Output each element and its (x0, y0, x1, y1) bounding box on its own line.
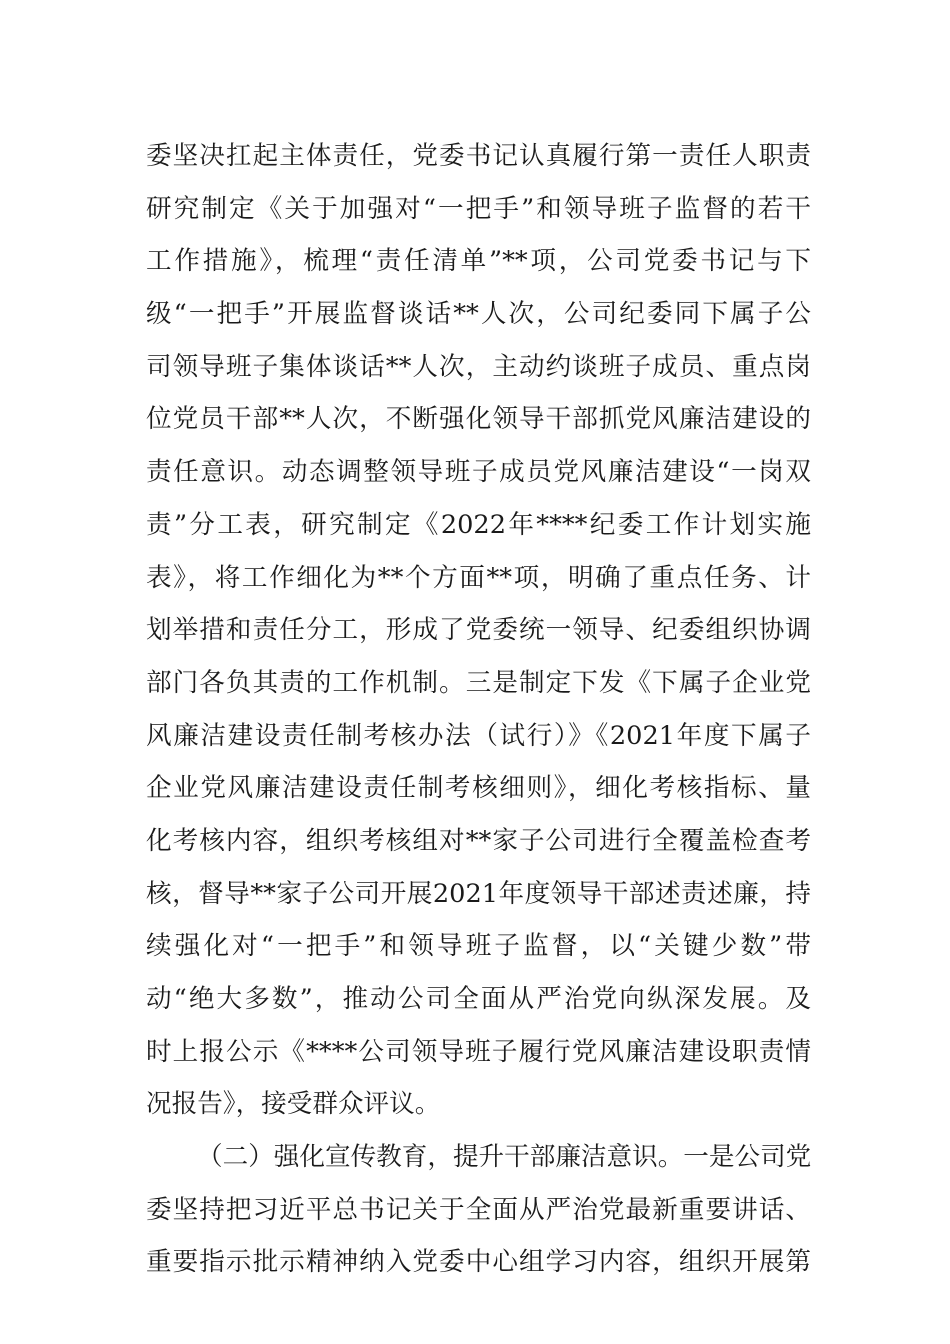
text-line-20: （二）强化宣传教育，提升干部廉洁意识。一是公司党 (197, 1142, 812, 1173)
text-line-7: 责任意识。动态调整领导班子成员党风廉洁建设“一岗双 (146, 457, 811, 488)
text-line-2: 研究制定《关于加强对“一把手”和领导班子监督的若干 (146, 193, 811, 224)
text-line-14: 化考核内容，组织考核组对**家子公司进行全覆盖检查考 (146, 825, 811, 856)
text-line-15: 核，督导**家子公司开展2021年度领导干部述责述廉，持 (146, 878, 811, 909)
text-line-16: 续强化对“一把手”和领导班子监督，以“关键少数”带 (146, 931, 811, 962)
text-line-12: 风廉洁建设责任制考核办法（试行）》《2021年度下属子 (146, 720, 811, 751)
text-line-19: 况报告》，接受群众评议。 (146, 1089, 441, 1120)
text-line-9: 表》，将工作细化为**个方面**项，明确了重点任务、计 (146, 562, 811, 593)
text-line-13: 企业党风廉洁建设责任制考核细则》，细化考核指标、量 (146, 773, 811, 804)
text-line-22: 重要指示批示精神纳入党委中心组学习内容，组织开展第 (146, 1247, 811, 1278)
text-line-21: 委坚持把习近平总书记关于全面从严治党最新重要讲话、 (146, 1194, 811, 1225)
text-line-6: 位党员干部**人次，不断强化领导干部抓党风廉洁建设的 (146, 404, 811, 435)
text-line-3: 工作措施》，梳理“责任清单”**项，公司党委书记与下 (146, 246, 811, 277)
text-line-10: 划举措和责任分工，形成了党委统一领导、纪委组织协调 (146, 615, 811, 646)
text-line-5: 司领导班子集体谈话**人次，主动约谈班子成员、重点岗 (146, 351, 811, 382)
text-line-17: 动“绝大多数”，推动公司全面从严治党向纵深发展。及 (146, 984, 811, 1014)
text-line-8: 责”分工表，研究制定《2022年****纪委工作计划实施 (146, 509, 811, 540)
text-line-11: 部门各负其责的工作机制。三是制定下发《下属子企业党 (146, 667, 811, 698)
body-text (146, 130, 811, 1289)
text-line-1: 委坚决扛起主体责任，党委书记认真履行第一责任人职责 (146, 141, 811, 171)
text-line-4: 级“一把手”开展监督谈话**人次，公司纪委同下属子公 (146, 299, 811, 330)
text-line-18: 时上报公示《****公司领导班子履行党风廉洁建设职责情 (146, 1036, 811, 1067)
